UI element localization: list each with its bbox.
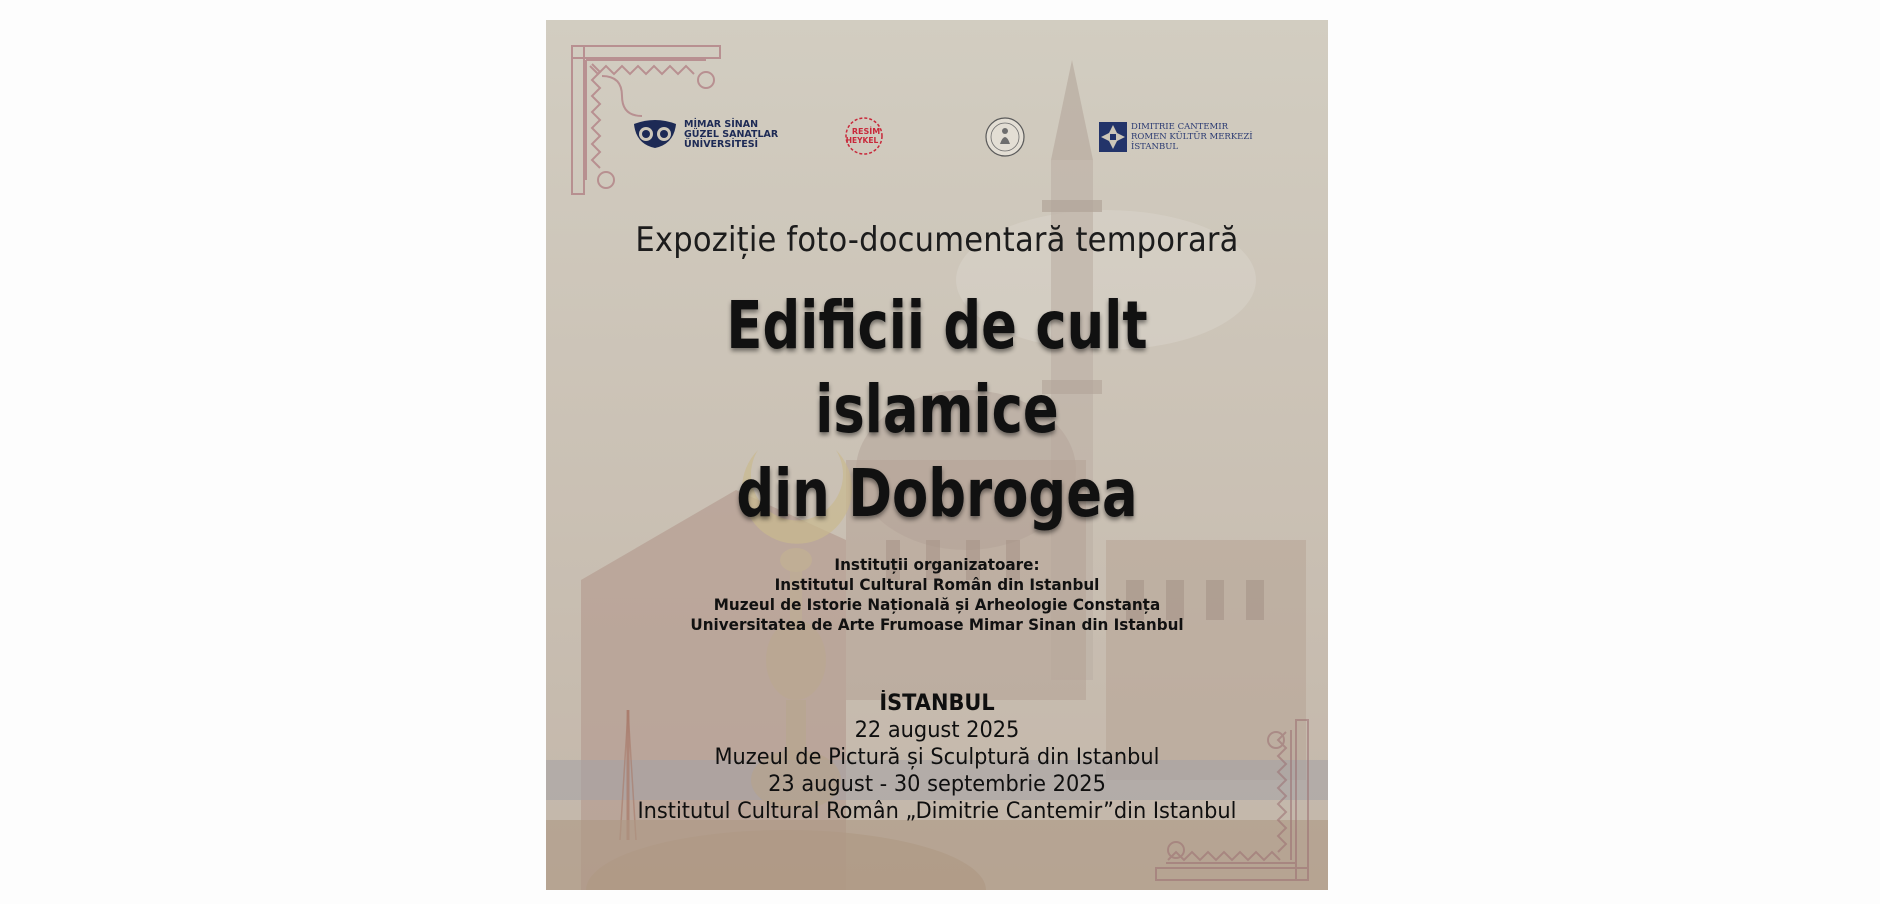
venue-city: İSTANBUL [879, 691, 995, 716]
venue-block [566, 690, 1309, 825]
resim-heykel-muzesi-logo[interactable] [842, 116, 886, 156]
msgsu-logo[interactable] [632, 120, 778, 150]
organizer-item: Institutul Cultural Român din Istanbul [774, 575, 1100, 594]
exhibition-poster [546, 20, 1328, 890]
dcr-name-line3: İSTANBUL [1131, 142, 1179, 152]
seal-logo[interactable] [984, 116, 1026, 158]
dcr-name-line2: ROMEN KÜLTÜR MERKEZİ [1131, 132, 1253, 142]
organizers-heading: Instituții organizatoare: [834, 555, 1040, 574]
organizers-block [566, 555, 1309, 635]
exhibition-subtitle: Expoziție foto-documentară temporară [635, 220, 1239, 260]
resim-text: RESİM [851, 127, 881, 136]
istanbul-resim-heykel-muzesi-logo-icon [842, 116, 886, 156]
owl-logo-icon [632, 120, 678, 150]
dcr-name-line1: DIMITRIE CANTEMIR [1131, 122, 1228, 132]
partner-logos [546, 98, 1328, 158]
venue-place-1: Muzeul de Pictură și Sculptură din Istanbul [714, 745, 1160, 770]
cross-logo-icon [1099, 122, 1127, 152]
venue-date-2: 23 august - 30 septembrie 2025 [768, 772, 1106, 797]
exhibition-title [624, 284, 1250, 536]
title-line-2: din Dobrogea [736, 455, 1138, 532]
venue-place-2: Institutul Cultural Român „Dimitrie Cantemir”din Istanbul [637, 799, 1237, 824]
heykel-text: HEYKEL [845, 136, 879, 145]
venue-date-1: 22 august 2025 [854, 718, 1020, 743]
dimitrie-cantemir-logo[interactable] [1099, 122, 1253, 152]
msgsu-name-line3: ÜNİVERSİTESİ [684, 139, 759, 150]
title-line-1: Edificii de cult islamice [726, 287, 1148, 448]
organizer-item: Universitatea de Arte Frumoase Mimar Sinan din Istanbul [690, 615, 1184, 634]
organizer-item: Muzeul de Istorie Națională și Arheologie Constanța [713, 595, 1161, 614]
msgsu-name-line1: MİMAR SİNAN [684, 119, 759, 130]
msgsu-name-line2: GÜZEL SANATLAR [684, 129, 779, 140]
seal-logo-icon [984, 116, 1026, 158]
